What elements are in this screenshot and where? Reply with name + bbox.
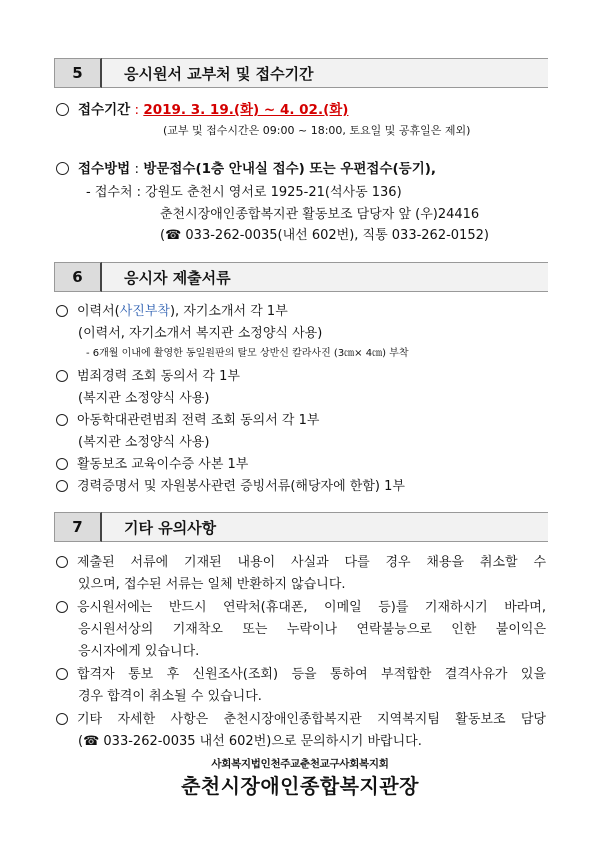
circle-bullet-icon <box>56 601 68 613</box>
phone-icon: (☎ <box>78 734 100 749</box>
doc-item-criminal-record <box>56 365 240 384</box>
destination-phone-row <box>160 224 489 243</box>
organization-signature: 춘천시장애인종합복지관장 <box>181 774 419 798</box>
section-title: 응시원서 교부처 및 접수기간 <box>102 58 548 88</box>
period-note: (교부 및 접수시간은 09:00 ~ 18:00, 토요일 및 공휴일은 제외) <box>163 124 471 137</box>
period-row <box>56 98 348 118</box>
phone-icon: (☎ <box>160 228 182 243</box>
method-label: 접수방법 <box>78 161 131 177</box>
section-7-header <box>54 512 548 542</box>
doc-item-career-certificate <box>56 475 405 494</box>
circle-bullet-icon <box>56 668 68 680</box>
circle-bullet-icon <box>56 556 68 568</box>
notice-4-line-2: (☎ 033-262-0035 내선 602번)으로 문의하시기 바랍니다. <box>78 734 422 749</box>
circle-bullet-icon <box>56 713 68 725</box>
notice-4-line-1: 기타 자세한 사항은 춘천시장애인종합복지관 지역복지팀 활동보조 담당 <box>56 708 546 727</box>
section-title: 기타 유의사항 <box>102 512 548 542</box>
doc-item-text: 경력증명서 및 자원봉사관련 증빙서류(해당자에 한함) 1부 <box>77 479 405 494</box>
section-number: 7 <box>54 512 102 542</box>
doc-item-subnote: (이력서, 자기소개서 복지관 소정양식 사용) <box>78 326 323 341</box>
circle-bullet-icon <box>56 480 68 492</box>
method-separator: : <box>130 161 144 177</box>
destination-row <box>86 181 402 200</box>
circle-bullet-icon <box>56 103 69 116</box>
method-row <box>56 157 436 177</box>
doc-item-training-certificate <box>56 453 248 472</box>
destination-phone: 033-262-0035(내선 602번), 직통 033-262-0152) <box>181 228 489 243</box>
destination-recipient: 춘천시장애인종합복지관 활동보조 담당자 앞 (우)24416 <box>160 207 480 222</box>
doc-item-text: 아동학대관련범죄 전력 조회 동의서 각 1부 <box>77 413 320 428</box>
destination-address: 강원도 춘천시 영서로 1925-21(석사동 136) <box>145 185 402 200</box>
photo-note: - 6개월 이내에 촬영한 동일원판의 탈모 상반신 칼라사진 (3㎝× 4㎝) 부착 <box>86 348 409 359</box>
method-value: 방문접수(1층 안내실 접수) 또는 우편접수(등기), <box>143 161 437 177</box>
notice-1-line-2: 있으며, 접수된 서류는 일체 반환하지 않습니다. <box>78 577 346 592</box>
doc-item-subnote: (복지관 소정양식 사용) <box>78 391 210 406</box>
photo-highlight: 사진부착 <box>119 304 170 319</box>
notice-1-line-1: 제출된 서류에 기재된 내용이 사실과 다를 경우 채용을 취소할 수 <box>56 551 546 570</box>
doc-item-text: 활동보조 교육이수증 사본 1부 <box>77 457 249 472</box>
doc-item-text: ), 자기소개서 각 1부 <box>169 304 288 319</box>
period-label: 접수기간 <box>78 102 131 118</box>
circle-bullet-icon <box>56 305 68 317</box>
section-number: 6 <box>54 262 102 292</box>
section-5-header <box>54 58 548 88</box>
doc-item-text: 이력서( <box>77 304 120 319</box>
circle-bullet-icon <box>56 162 69 175</box>
circle-bullet-icon <box>56 458 68 470</box>
doc-item-child-abuse-record <box>56 409 319 428</box>
section-number: 5 <box>54 58 102 88</box>
doc-item-subnote: (복지관 소정양식 사용) <box>78 435 210 450</box>
doc-item-text: 범죄경력 조회 동의서 각 1부 <box>77 369 240 384</box>
notice-2-line-2: 응시원서상의 기재착오 또는 누락이나 연락불능으로 인한 불이익은 <box>78 622 546 637</box>
period-value: 2019. 3. 19.(화) ~ 4. 02.(화) <box>143 102 349 118</box>
doc-item-resume <box>56 300 288 319</box>
notice-2-line-1: 응시원서에는 반드시 연락처(휴대폰, 이메일 등)를 기재하시기 바라며, <box>56 596 546 615</box>
notice-3-line-1: 합격자 통보 후 신원조사(조회) 등을 통하여 부적합한 결격사유가 있을 <box>56 663 546 682</box>
notice-3-line-2: 경우 합격이 취소될 수 있습니다. <box>78 689 262 704</box>
circle-bullet-icon <box>56 370 68 382</box>
circle-bullet-icon <box>56 414 68 426</box>
destination-label: - 접수처 : <box>86 185 146 200</box>
section-6-header <box>54 262 548 292</box>
section-title: 응시자 제출서류 <box>102 262 548 292</box>
notice-2-line-3: 응시자에게 있습니다. <box>78 644 200 659</box>
organization-subtitle: 사회복지법인천주교춘천교구사회복지회 <box>211 758 389 770</box>
period-separator: : <box>130 102 144 118</box>
